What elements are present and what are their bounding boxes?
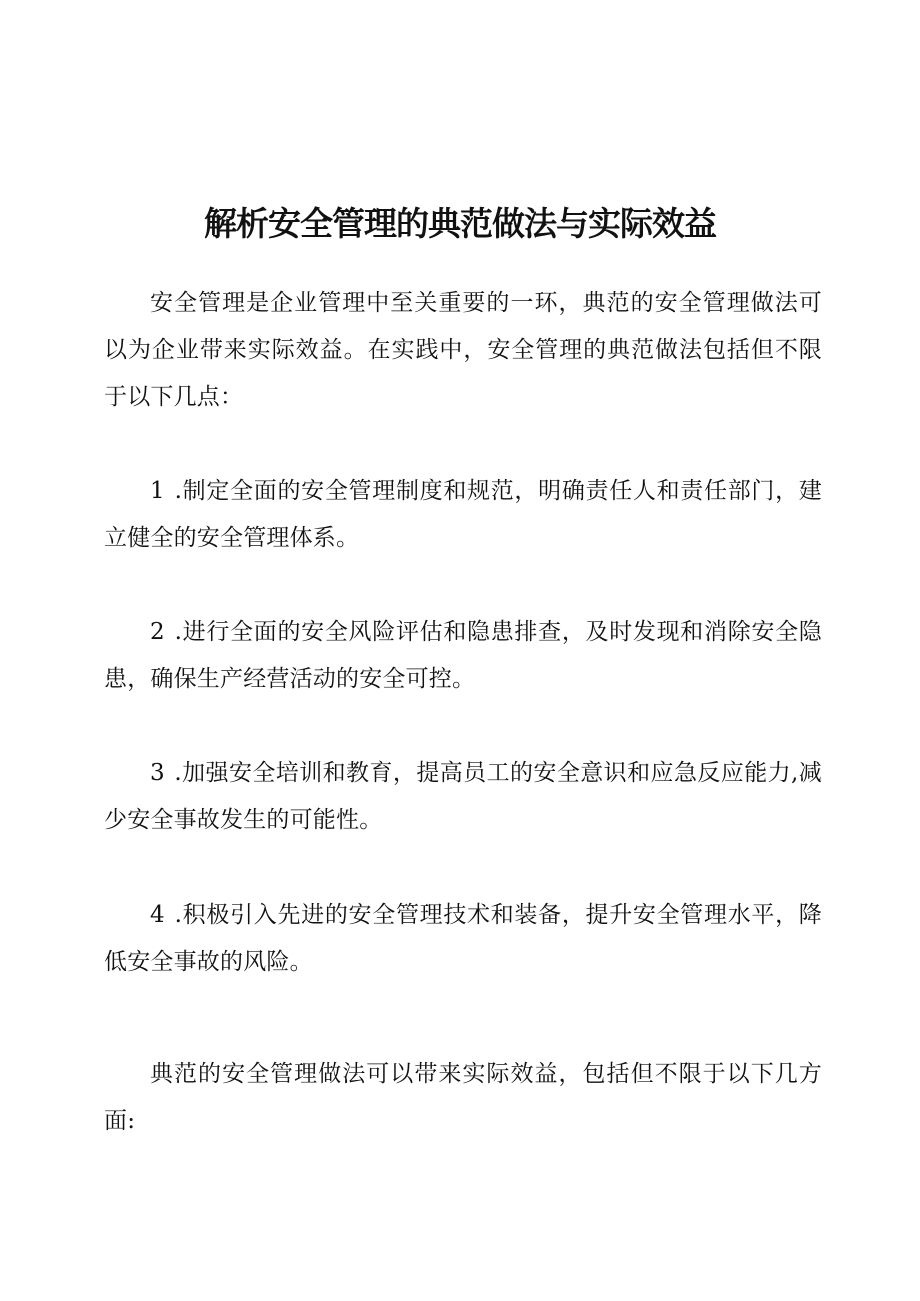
list-item-text: .制定全面的安全管理制度和规范，明确责任人和责任部门，建立健全的安全管理体系。 [104, 478, 822, 551]
list-item-text: .进行全面的安全风险评估和隐患排查，及时发现和消除安全隐患，确保生产经营活动的安全可控。 [104, 619, 822, 692]
list-item-3 [104, 750, 822, 844]
list-item-text: .加强安全培训和教育，提高员工的安全意识和应急反应能力,减少安全事故发生的可能性。 [104, 760, 822, 833]
list-item-number: 4 [150, 902, 167, 928]
list-item-number: 1 [150, 478, 167, 504]
list-item-4 [104, 892, 822, 986]
list-item-number: 2 [150, 619, 167, 645]
list-item-text: .积极引入先进的安全管理技术和装备，提升安全管理水平，降低安全事故的风险。 [104, 902, 822, 975]
list-item-1 [104, 468, 822, 562]
intro-paragraph: 安全管理是企业管理中至关重要的一环，典范的安全管理做法可以为企业带来实际效益。在实践中，安全管理的典范做法包括但不限于以下几点： [104, 290, 822, 410]
document-title: 解析安全管理的典范做法与实际效益 [204, 204, 716, 244]
benefits-intro-paragraph: 典范的安全管理做法可以带来实际效益，包括但不限于以下几方面: [104, 1061, 822, 1134]
list-item-number: 3 [150, 760, 167, 786]
list-item-2 [104, 609, 822, 703]
